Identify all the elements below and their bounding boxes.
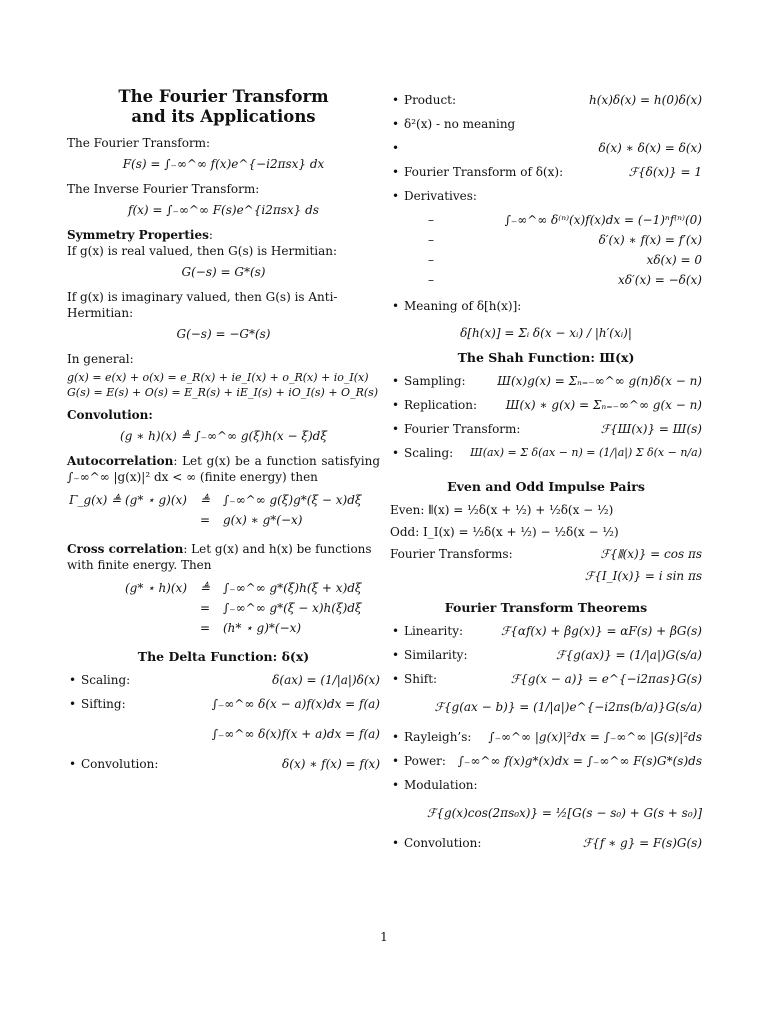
general-equation-2: G(s) = E(s) + O(s) = E_R(s) + iE_I(s) + iO_I(s) + O_R(s) [67,386,379,399]
delta-item-derivatives: • Derivatives: [392,189,477,203]
ift-label: The Inverse Fourier Transform: [67,182,260,196]
autocorr-row: = g(x) ∗ g*(−x) [199,513,303,527]
shah-heading: The Shah Function: Ш(x) [457,350,635,365]
bullet-icon: • [392,93,400,107]
convolution-heading: Convolution: [67,408,153,422]
autocorrelation-section [67,453,380,485]
bullet-icon: • [392,648,400,662]
theorem-similarity: • Similarity: ℱ{g(ax)} = (1/|a|)G(s/a) [392,648,702,662]
crosscorr-row: (g* ⋆ h)(x) ≜ ∫₋∞^∞ g*(ξ)h(ξ + x)dξ [124,581,362,595]
bullet-icon: • [392,754,400,768]
theorem-rayleigh: • Rayleigh’s: ∫₋∞^∞ |g(x)|²dx = ∫₋∞^∞ |G(s)|²ds [392,730,702,744]
delta-sifting-2: ∫₋∞^∞ δ(x)f(x + a)dx = f(a) [211,727,380,741]
delta-item-sifting: • Sifting: ∫₋∞^∞ δ(x − a)f(x)dx = f(a) [69,697,380,711]
theorem-power: • Power: ∫₋∞^∞ f(x)g*(x)dx = ∫₋∞^∞ F(s)G*(s)ds [392,754,702,768]
delta-item-squared: • δ²(x) - no meaning [392,117,516,131]
theorem-linearity: • Linearity: ℱ{αf(x) + βg(x)} = αF(s) + βG(s) [392,624,702,638]
crosscorr-row: = (h* ⋆ g)*(−x) [199,621,302,635]
impulse-pairs-heading: Even and Odd Impulse Pairs [447,479,645,494]
meaning-equation: δ[h(x)] = Σᵢ δ(x − xᵢ) / |h′(xᵢ)| [460,326,632,340]
impulse-odd: Odd: I_I(x) = ½δ(x + ½) − ½δ(x − ½) [390,525,619,539]
delta-item-selfconv: • δ(x) ∗ δ(x) = δ(x) [392,141,702,155]
theorem-modulation: • Modulation: [392,778,478,792]
document-title [67,87,380,127]
ift-equation: f(x) = ∫₋∞^∞ F(s)e^{i2πsx} ds [128,203,319,217]
symmetry-imag-text: If g(x) is imaginary valued, then G(s) is Anti-Hermitian: [67,290,338,320]
derivative-row: – xδ′(x) = −δ(x) [428,273,702,287]
bullet-icon: • [392,117,400,131]
impulse-ft-row [390,546,702,568]
bullet-icon: • [392,778,400,792]
impulse-ft-odd: ℱ{I_I(x)} = i sin πs [584,569,702,583]
bullet-icon: • [392,299,400,313]
convolution-equation: (g ∗ h)(x) ≜ ∫₋∞^∞ g(ξ)h(x − ξ)dξ [120,429,327,443]
autocorrelation-heading: Autocorrelation [67,454,174,468]
delta-heading: The Delta Function: δ(x) [137,649,310,664]
modulation-equation: ℱ{g(x)cos(2πs₀x)} = ½[G(s − s₀) + G(s + s₀)] [426,806,702,820]
derivative-row: – δ′(x) ∗ f(x) = f′(x) [428,233,702,247]
right-column [390,92,702,859]
theorem-shift: • Shift: ℱ{g(x − a)} = e^{−i2πas}G(s) [392,672,702,686]
general-equation-1: g(x) = e(x) + o(x) = e_R(x) + ie_I(x) + o_R(x) + io_I(x) [67,371,369,384]
bullet-icon: • [392,446,400,460]
shah-item-sampling: • Sampling: Ш(x)g(x) = Σₙ₌₋∞^∞ g(n)δ(x − n) [392,374,702,388]
impulse-ft-label: Fourier Transforms: [390,547,513,561]
left-column [67,85,380,780]
title-line-1: The Fourier Transform [118,87,329,106]
symmetry-section: Symmetry Properties: If g(x) is real valued, then G(s) is Hermitian: [67,228,338,258]
crosscorrelation-heading: Cross correlation [67,542,184,556]
delta-item-scaling: • Scaling: δ(ax) = (1/|a|)δ(x) [69,673,380,687]
dash-icon: – [428,233,434,247]
symmetry-real-text: If g(x) is real valued, then G(s) is Hermitian: [67,244,338,258]
delta-item-convolution: • Convolution: δ(x) ∗ f(x) = f(x) [69,757,380,771]
dash-icon: – [428,213,434,227]
bullet-icon: • [69,697,77,711]
theorems-heading: Fourier Transform Theorems [444,600,648,615]
symmetry-real-equation: G(−s) = G*(s) [181,265,266,279]
bullet-icon: • [69,673,77,687]
autocorrelation-equations [67,491,380,531]
bullet-icon: • [392,141,400,155]
autocorr-row: Γ_g(x) ≜ (g* ⋆ g)(x) ≜ ∫₋∞^∞ g(ξ)g*(ξ − x)dξ [69,493,362,507]
bullet-icon: • [392,836,400,850]
delta-item-meaning: • Meaning of δ[h(x)]: [392,299,522,313]
dash-icon: – [428,253,434,267]
theorem-convolution: • Convolution: ℱ{f ∗ g} = F(s)G(s) [392,836,702,850]
crosscorrelation-equations [67,579,380,639]
ft-label: The Fourier Transform: [67,136,211,150]
crosscorrelation-text: : Let g(x) and h(x) be functions with finite energy. Then [67,542,372,572]
bullet-icon: • [392,165,400,179]
page-number: 1 [380,930,388,944]
symmetry-heading: Symmetry Properties [67,228,209,242]
shah-item-scaling: • Scaling: Ш(ax) = Σ δ(ax − n) = (1/|a|) Σ δ(x − n/a) [392,446,702,460]
theorem-shift-2: ℱ{g(ax − b)} = (1/|a|)e^{−i2πs(b/a)}G(s/a) [434,700,702,714]
autocorrelation-text: : Let g(x) be a function satisfying ∫₋∞^∞ |g(x)|² dx < ∞ (finite energy) then [67,454,380,484]
bullet-icon: • [392,189,400,203]
ft-equation: F(s) = ∫₋∞^∞ f(x)e^{−i2πsx} dx [122,157,325,171]
bullet-icon: • [392,422,400,436]
bullet-icon: • [392,374,400,388]
bullet-icon: • [392,398,400,412]
impulse-ft-even: ℱ{⫴(x)} = cos πs [600,547,702,561]
bullet-icon: • [392,672,400,686]
bullet-icon: • [69,757,77,771]
title-line-2: and its Applications [131,107,316,126]
crosscorrelation-section [67,541,380,573]
crosscorr-row: = ∫₋∞^∞ g*(ξ − x)h(ξ)dξ [199,601,362,615]
bullet-icon: • [392,624,400,638]
delta-item-ft: • Fourier Transform of δ(x): ℱ{δ(x)} = 1 [392,165,702,179]
shah-item-replication: • Replication: Ш(x) ∗ g(x) = Σₙ₌₋∞^∞ g(x − n) [392,398,702,412]
impulse-even: Even: ⫴(x) = ½δ(x + ½) + ½δ(x − ½) [390,503,614,517]
bullet-icon: • [392,730,400,744]
dash-icon: – [428,273,434,287]
general-label: In general: [67,352,134,366]
derivative-row: – xδ(x) = 0 [428,253,702,267]
delta-item-product: • Product: h(x)δ(x) = h(0)δ(x) [392,93,702,107]
derivative-row: – ∫₋∞^∞ δ⁽ⁿ⁾(x)f(x)dx = (−1)ⁿf⁽ⁿ⁾(0) [428,213,702,227]
shah-item-ft: • Fourier Transform: ℱ{Ш(x)} = Ш(s) [392,422,702,436]
symmetry-imag-equation: G(−s) = −G*(s) [176,327,271,341]
